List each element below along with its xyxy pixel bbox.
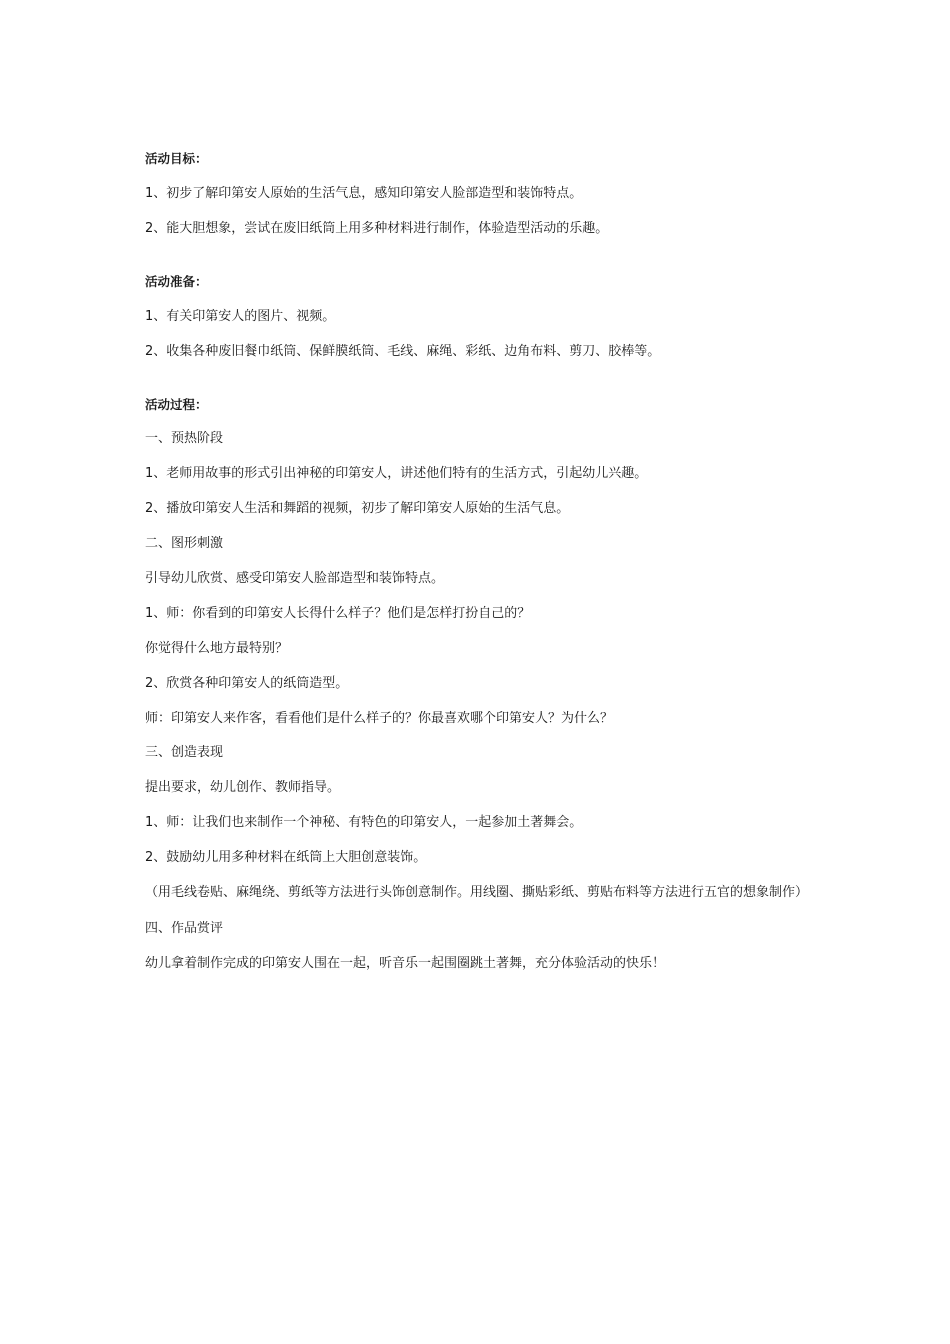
process-line: 提出要求，幼儿创作、教师指导。 — [145, 780, 341, 796]
process-line: 三、创造表现 — [145, 745, 224, 761]
prep-heading: 活动准备： — [145, 273, 208, 289]
prep-item-2: 2、收集各种废旧餐巾纸筒、保鲜膜纸筒、毛线、麻绳、彩纸、边角布料、剪刀、胶棒等。 — [145, 343, 661, 359]
process-heading: 活动过程： — [145, 396, 208, 412]
process-line: 一、预热阶段 — [145, 431, 224, 447]
process-line: 2、播放印第安人生活和舞蹈的视频，初步了解印第安人原始的生活气息。 — [145, 501, 570, 517]
goal-item-2: 2、能大胆想象，尝试在废旧纸筒上用多种材料进行制作，体验造型活动的乐趣。 — [145, 220, 609, 236]
process-line: 2、鼓励幼儿用多种材料在纸筒上大胆创意装饰。 — [145, 850, 427, 866]
process-line: 1、老师用故事的形式引出神秘的印第安人，讲述他们特有的生活方式，引起幼儿兴趣。 — [145, 466, 648, 482]
process-line: 引导幼儿欣赏、感受印第安人脸部造型和装饰特点。 — [145, 571, 445, 587]
process-line: 1、师：你看到的印第安人长得什么样子？他们是怎样打扮自己的？ — [145, 605, 531, 621]
process-line: 你觉得什么地方最特别？ — [145, 640, 289, 656]
goal-heading: 活动目标： — [145, 151, 208, 166]
process-line: 师：印第安人来作客，看看他们是什么样子的？你最喜欢哪个印第安人？为什么？ — [145, 710, 614, 726]
process-line: 1、师：让我们也来制作一个神秘、有特色的印第安人，一起参加土著舞会。 — [145, 815, 583, 831]
process-line: 四、作品赏评 — [145, 921, 224, 937]
document-body — [145, 151, 815, 972]
process-note: （用毛线卷贴、麻绳绕、剪纸等方法进行头饰创意制作。用线圈、撕贴彩纸、剪贴布料等方法进行五官的想象制作） — [145, 885, 809, 901]
process-line: 二、图形刺激 — [145, 536, 224, 552]
prep-item-1: 1、有关印第安人的图片、视频。 — [145, 308, 336, 324]
process-line: 2、欣赏各种印第安人的纸筒造型。 — [145, 675, 349, 691]
goal-item-1: 1、初步了解印第安人原始的生活气息，感知印第安人脸部造型和装饰特点。 — [145, 185, 583, 201]
process-line: 幼儿拿着制作完成的印第安人围在一起，听音乐一起围圈跳土著舞，充分体验活动的快乐！ — [145, 955, 666, 971]
